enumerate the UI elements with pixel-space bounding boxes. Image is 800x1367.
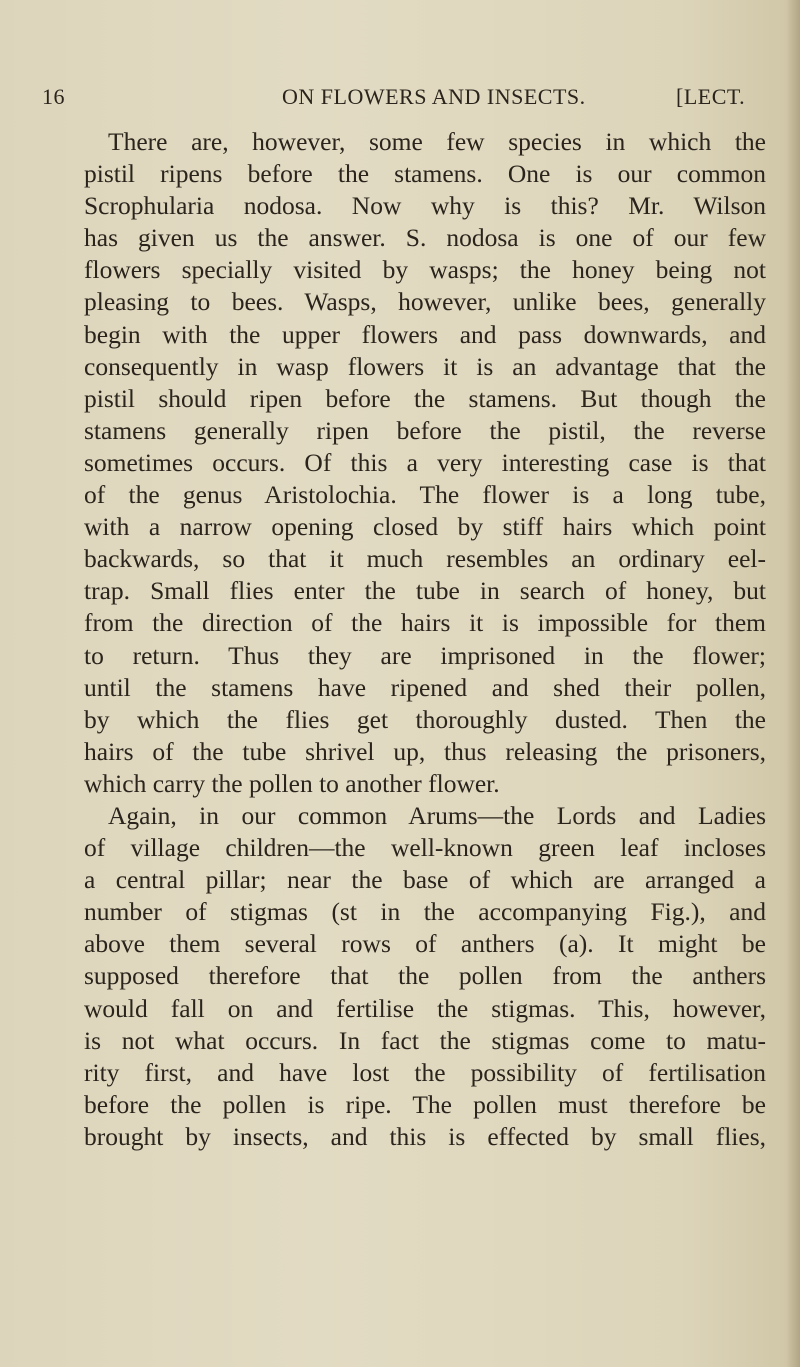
text-line: until the stamens have ripened and shed their pollen, [84,672,766,702]
lecture-marker: [LECT. [676,84,746,109]
text-line: consequently in wasp flowers it is an advantage that the [84,351,766,381]
text-line: hairs of the tube shrivel up, thus releasing the prisoners, [84,736,766,766]
text-line: flowers specially visited by wasps; the honey being not [84,255,766,285]
text-line: begin with the upper flowers and pass downwards, and [84,319,766,349]
text-line: by which the flies get thoroughly dusted. Then the [84,704,766,734]
text-line: pistil ripens before the stamens. One is our common [84,159,766,189]
running-title: ON FLOWERS AND INSECTS. [282,84,586,109]
text-line: to return. Thus they are imprisoned in the flower; [84,640,766,670]
text-line: Again, in our common Arums—the Lords and Ladies [108,800,766,830]
text-line: pistil should ripen before the stamens. But though the [84,383,766,413]
text-line: of village children—the well-known green leaf incloses [84,833,766,863]
text-line: stamens generally ripen before the pistil, the reverse [84,415,766,445]
text-line: of the genus Aristolochia. The flower is a long tube, [84,480,766,510]
text-line: brought by insects, and this is effected by small flies, [84,1121,766,1151]
text-line: number of stigmas (st in the accompanying Fig.), and [84,897,766,927]
text-line: There are, however, some few species in which the [108,127,766,156]
text-line: is not what occurs. In fact the stigmas come to matu- [84,1025,766,1055]
text-line: above them several rows of anthers (a). It might be [84,929,766,959]
running-head [0,84,800,114]
text-line: supposed therefore that the pollen from the anthers [84,961,766,991]
text-line: sometimes occurs. Of this a very interesting case is that [84,447,766,477]
text-line: which carry the pollen to another flower. [84,768,500,798]
page-number: 16 [42,84,65,109]
text-line: Scrophularia nodosa. Now why is this? Mr. Wilson [84,191,766,221]
text-line: before the pollen is ripe. The pollen must therefore be [84,1089,766,1119]
text-line: from the direction of the hairs it is impossible for them [84,608,766,638]
page-edge-shadow [786,0,800,1367]
text-line: pleasing to bees. Wasps, however, unlike bees, generally [84,287,766,317]
text-line: would fall on and fertilise the stigmas. This, however, [84,993,766,1023]
text-line: with a narrow opening closed by stiff hairs which point [84,512,766,542]
body-text [84,126,766,1153]
text-line: trap. Small flies enter the tube in search of honey, but [84,576,766,606]
text-line: backwards, so that it much resembles an ordinary eel- [84,544,766,574]
text-line: rity first, and have lost the possibility of fertilisation [84,1057,766,1087]
text-line: a central pillar; near the base of which are arranged a [84,865,766,895]
text-line: has given us the answer. S. nodosa is one of our few [84,223,766,253]
